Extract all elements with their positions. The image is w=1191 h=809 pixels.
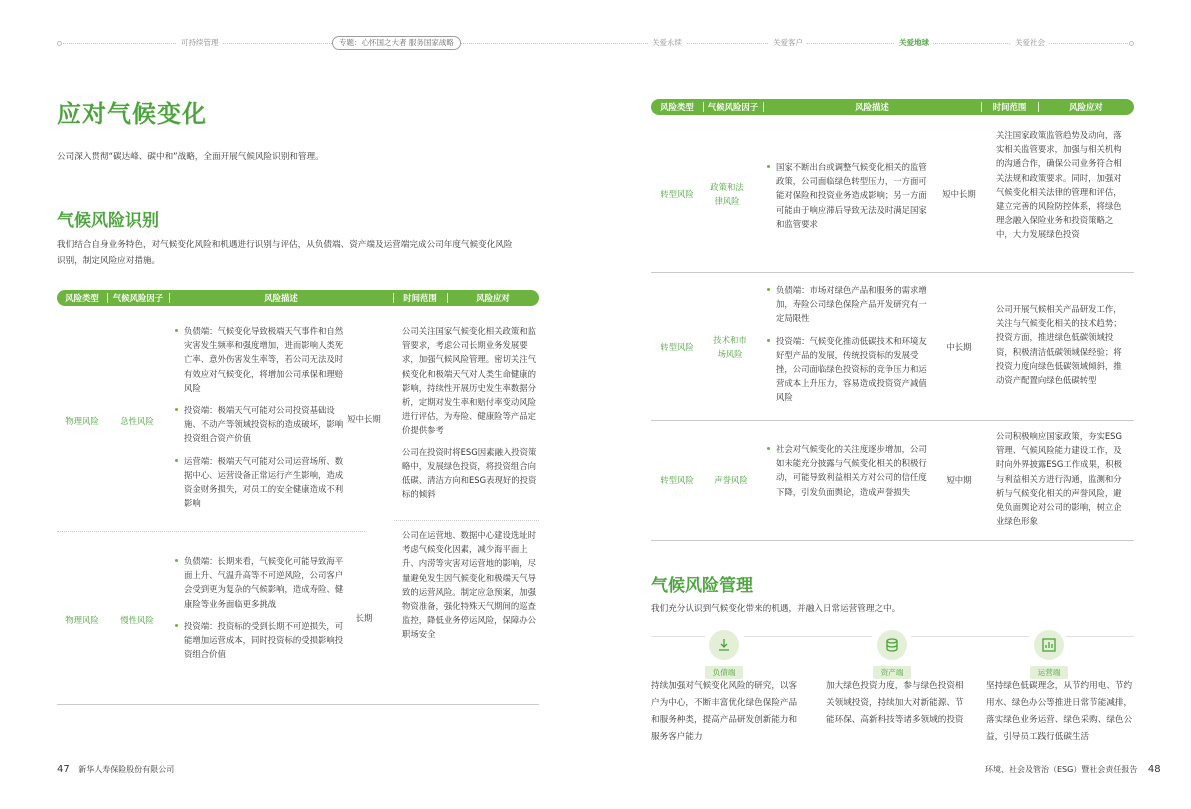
- risk-description-item: 国家不断出台或调整气候变化相关的监管政策，公司面临绿色转型压力，一方面可能对保险和投资业务造成影响；另一方面可能由于响应滞后导致无法及时满足国家和监管要求: [767, 160, 932, 231]
- time-range-cell: 短中长期: [942, 189, 976, 199]
- header-risk-factor: 气候风险因子: [707, 102, 759, 112]
- card-text: 加大绿色投资力度，参与绿色投资相关领域投资，持续加大对新能源、节能环保、高新科技等诸多领域的投资: [826, 681, 964, 725]
- card-text: 坚持绿色低碳理念，从节约用电、节约用水、绿色办公等推进日常节能减排，落实绿色业务运营、绿色采购、绿色公益，引导员工践行低碳生活: [986, 681, 1133, 742]
- risk-response-cell: [402, 528, 537, 649]
- nav-item-care-continuity[interactable]: 关爱永续: [648, 36, 686, 50]
- table-header: [651, 99, 1134, 115]
- risk-type-cell: 转型风险: [660, 342, 694, 352]
- table-bottom-rule: [651, 540, 1134, 541]
- card-text: 持续加强对气候变化风险的研究，以客户为中心，不断丰富优化绿色保险产品和服务种类，提高产品研发创新能力和服务客户能力: [651, 681, 798, 742]
- table-bottom-rule: [57, 704, 539, 705]
- header-risk-factor: 气候风险因子: [112, 293, 164, 303]
- nav-item-special-topic[interactable]: 专题：心怀国之大者 服务国家战略: [332, 36, 461, 50]
- risk-response-paragraph: 关注国家政策监管趋势及动向，落实相关监管要求，加强与相关机构的沟通合作，确保公司业务符合相关法规和政策要求。同时，加强对气候变化相关法律的管理和评估，建立完善的风险防控体系，将绿色理念融入保险业务和投资策略之中，大力发展绿色投资: [996, 130, 1122, 240]
- card-label: 资产端: [873, 666, 912, 679]
- card-label: 负债端: [705, 666, 744, 679]
- table-header: [57, 290, 539, 306]
- time-range-cell: 短中期: [946, 475, 972, 485]
- header-risk-description: 风险描述: [264, 293, 298, 303]
- risk-type-cell: 物理风险: [65, 615, 99, 625]
- risk-factor-cell: 急性风险: [120, 416, 154, 426]
- risk-description-item: 负债端：气候变化导致极端天气事件和自然灾害发生频率和强度增加，进而影响人类死亡率、意外伤害发生率等，若公司无法及时有效应对气候变化，将增加公司承保和理赔风险: [175, 324, 345, 395]
- risk-response-paragraph: 公司积极响应国家政策，夯实ESG管理、气候风险能力建设工作，及时向外界披露ESG工作成果，积极与利益相关方进行沟通，监测和分析与气候变化相关的声誉风险，避免负面舆论对公司的影响，树立企业绿色形象: [996, 431, 1122, 527]
- header-risk-type: 风险类型: [65, 293, 99, 303]
- time-range-cell: 中长期: [946, 342, 972, 352]
- section-title-risk-identification: 气候风险识别: [57, 211, 159, 231]
- risk-description-item: 社会对气候变化的关注度逐步增加，公司如未能充分披露与气候变化相关的积极行动，可能导致利益相关方对公司的信任度下降，引发负面舆论，造成声誉损失: [767, 442, 932, 499]
- footer-right: [985, 764, 1161, 775]
- nav-dot: [1129, 41, 1134, 46]
- risk-description-item: 负债端：市场对绿色产品和服务的需求增加，寿险公司绿色保险产品开发研究有一定局限性: [767, 283, 932, 326]
- coins-icon: [877, 630, 907, 660]
- risk-response-paragraph: 公司在投资时将ESG因素融入投资策略中，发展绿色投资，将投资组合向低碳、清洁方向和ESG表现好的投资标的倾斜: [402, 446, 537, 500]
- nav-item-care-customers[interactable]: 关爱客户: [769, 36, 807, 50]
- page-title: 应对气候变化: [57, 100, 207, 128]
- row-divider: [394, 520, 539, 521]
- row-divider: [651, 272, 1134, 273]
- risk-description-item: 投资端：极端天气可能对公司投资基础设施、不动产等领域投资标的造成破坏，影响投资组合资产价值: [175, 403, 345, 446]
- footer-left: [57, 764, 174, 775]
- risk-response-cell: [996, 128, 1128, 249]
- risk-factor-cell: 技术和市场风险: [713, 335, 747, 360]
- risk-type-cell: 物理风险: [65, 416, 99, 426]
- intro-text: 公司深入贯彻“碳达峰、碳中和”战略，全面开展气候风险识别和管理。: [57, 152, 324, 162]
- header-risk-type: 风险类型: [660, 102, 694, 112]
- footer-company: 新华人寿保险股份有限公司: [78, 765, 175, 774]
- nav-item-sustainability[interactable]: 可持续管理: [177, 36, 223, 50]
- footer-report-title: 环境、社会及管治（ESG）暨社会责任报告: [985, 765, 1138, 774]
- row-divider: [57, 531, 365, 532]
- header-risk-response: 风险应对: [476, 293, 510, 303]
- card-asset: [866, 630, 918, 679]
- nav-dot: [57, 41, 62, 46]
- risk-response-paragraph: 公司在运营地、数据中心建设选址时考虑气候变化因素，减少海平面上升、内涝等灾害对运营地的影响，尽量避免发生因气候变化和极端天气导致的运营风险。制定应急预案，加强物资准备，强化特殊天气期间的巡查监控，降低业务停运风险，保障办公职场安全: [402, 530, 536, 640]
- risk-description-list: [767, 283, 932, 413]
- nav-item-care-society[interactable]: 关爱社会: [1011, 36, 1049, 50]
- risk-response-cell: [402, 324, 537, 508]
- header-time-range: 时间范围: [403, 293, 437, 303]
- risk-description-list: [175, 324, 345, 518]
- header-risk-description: 风险描述: [855, 102, 889, 112]
- row-divider: [651, 420, 1134, 421]
- risk-factor-cell: 政策和法律风险: [710, 182, 744, 207]
- header-time-range: 时间范围: [992, 102, 1027, 112]
- time-range-cell: 短中长期: [347, 414, 381, 424]
- nav-item-care-earth[interactable]: 关爱地球: [895, 36, 933, 50]
- risk-description-item: 负债端：长期来看，气候变化可能导致海平面上升、气温升高等不可逆风险，公司客户会受到更为复杂的气候影响，造成寿险、健康险等业务面临更多挑战: [175, 554, 345, 611]
- risk-response-paragraph: 公司关注国家气候变化相关政策和监管要求，考虑公司长期业务发展要求，加强气候风险管理。密切关注气候变化和极端天气对人类生命健康的影响，持续性开展历史发生率数据分析，定期对发生率和赔付率变动风险进行评估，为寿险、健康险等产品定价提供参考: [402, 326, 536, 436]
- card-liability: [698, 630, 750, 679]
- section-intro-line: 我们结合自身业务特色，对气候变化风险和机遇进行识别与评估，从负债端、资产端及运营端完成公司年度气候变化风险: [57, 240, 513, 250]
- shield-icon: [709, 630, 739, 660]
- risk-response-cell: [996, 302, 1128, 394]
- page-number: 48: [1147, 764, 1161, 775]
- risk-type-cell: 转型风险: [660, 189, 694, 199]
- risk-factor-cell: 慢性风险: [120, 615, 154, 625]
- top-navigation: [57, 36, 1134, 50]
- risk-description-list: [767, 442, 932, 507]
- risk-type-cell: 转型风险: [660, 475, 694, 485]
- risk-description-item: 投资端：气候变化推动低碳技术和环境友好型产品的发展，传统投资标的发展受挫，公司面临绿色投资标的竞争压力和运营成本上升压力，容易造成投资资产减值风险: [767, 334, 932, 405]
- risk-description-item: 投资端：投资标的受到长期不可逆损失，可能增加运营成本，同时投资标的受损影响投资组合价值: [175, 619, 345, 662]
- card-label: 运营端: [1030, 666, 1069, 679]
- risk-description-item: 运营端：极端天气可能对公司运营场所、数据中心、运营设备正常运行产生影响，造成资金财务损失，对员工的安全健康造成不利影响: [175, 454, 345, 511]
- risk-description-list: [767, 160, 932, 239]
- header-risk-response: 风险应对: [1069, 102, 1103, 112]
- page-number: 47: [57, 764, 70, 775]
- risk-description-list: [175, 554, 345, 669]
- section-intro-line: 识别，制定风险应对措施。: [57, 256, 161, 266]
- card-operations: [1023, 630, 1075, 679]
- section-intro: 我们充分认识到气候变化带来的机遇，并融入日常运营管理之中。: [651, 604, 901, 614]
- card-divider: [651, 636, 705, 637]
- risk-response-cell: [996, 429, 1128, 535]
- bar-chart-icon: [1034, 630, 1064, 660]
- section-title-risk-management: 气候风险管理: [651, 576, 753, 596]
- card-divider: [1066, 636, 1134, 637]
- risk-factor-cell: 声誉风险: [714, 475, 748, 485]
- card-divider: [911, 636, 1029, 637]
- risk-response-paragraph: 公司开展气候相关产品研发工作，关注与气候变化相关的技术趋势；投资方面，推进绿色低碳领域投资，积极清洁低碳领域保经验；将投资力度向绿色低碳领域倾斜，推动资产配置向绿色低碳转型: [996, 304, 1122, 386]
- time-range-cell: 长期: [355, 613, 373, 623]
- card-divider: [744, 636, 872, 637]
